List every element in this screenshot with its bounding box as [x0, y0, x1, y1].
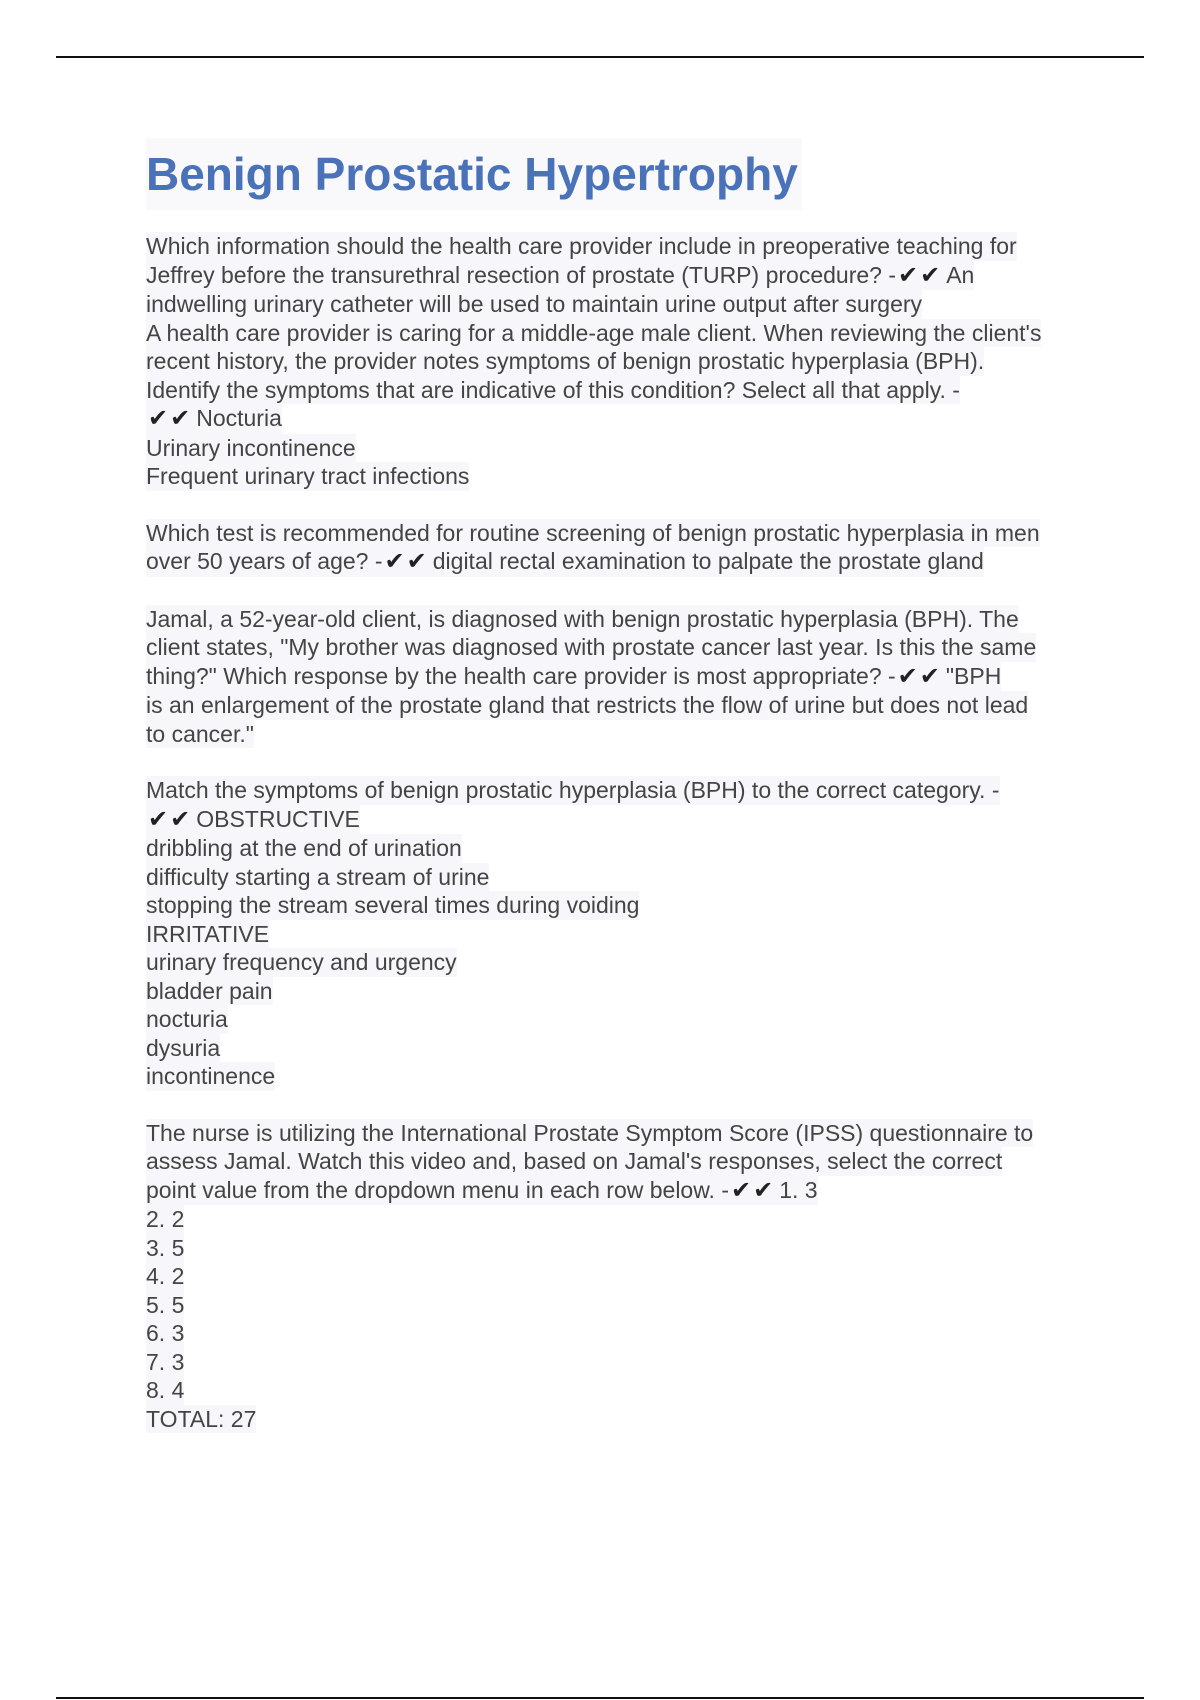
text-line: client states, "My brother was diagnosed with prostate cancer last year. Is this the same — [146, 634, 1037, 660]
text-line: TOTAL: 27 — [146, 1405, 257, 1432]
answer-text: digital rectal examination to palpate the prostate gland — [432, 548, 984, 574]
text-line: nocturia — [146, 1006, 228, 1032]
qa-block-screening — [146, 519, 1106, 577]
answer-text: Nocturia — [196, 405, 282, 431]
document-body — [146, 138, 1106, 1433]
text-line: Which test is recommended for routine screening of benign prostatic hyperplasia in men — [146, 519, 1040, 546]
text-line — [146, 1176, 818, 1206]
text-line — [146, 404, 282, 434]
text-line: recent history, the provider notes symptoms of benign prostatic hyperplasia (BPH). — [146, 348, 985, 374]
text-line: bladder pain — [146, 977, 273, 1004]
text-line: difficulty starting a stream of urine — [146, 863, 490, 890]
question-text: point value from the dropdown menu in each row below. - — [146, 1176, 729, 1203]
checkmark-icon: ✔✔ — [897, 261, 943, 289]
text-line: Urinary incontinence — [146, 434, 356, 461]
text-line: indwelling urinary catheter will be used to maintain urine output after surgery — [146, 291, 923, 317]
text-line — [146, 261, 974, 291]
text-line — [146, 662, 1001, 692]
question-text: thing?" Which response by the health care provider is most appropriate? - — [146, 662, 896, 689]
text-line: incontinence — [146, 1063, 276, 1089]
text-line: dysuria — [146, 1034, 221, 1061]
checkmark-icon: ✔✔ — [148, 805, 193, 833]
text-line — [146, 805, 360, 835]
text-line: is an enlargement of the prostate gland that restricts the flow of urine but does not lead — [146, 692, 1029, 718]
question-text: Jeffrey before the transurethral resection of prostate (TURP) procedure? - — [146, 261, 896, 288]
document-title: Benign Prostatic Hypertrophy — [146, 138, 802, 210]
text-line: urinary frequency and urgency — [146, 949, 457, 975]
qa-block-symptom-match — [146, 776, 1106, 1091]
checkmark-icon: ✔✔ — [148, 405, 193, 432]
text-line: Match the symptoms of benign prostatic hyperplasia (BPH) to the correct category. - — [146, 777, 1000, 803]
text-line: The nurse is utilizing the International Prostate Symptom Score (IPSS) questionnaire to — [146, 1119, 1034, 1146]
text-line: A health care provider is caring for a middle-age male client. When reviewing the client's — [146, 319, 1042, 346]
text-line: 6. 3 — [146, 1320, 185, 1346]
qa-block-ipss — [146, 1119, 1106, 1434]
text-line: IRRITATIVE — [146, 920, 270, 947]
text-line: 4. 2 — [146, 1263, 185, 1289]
text-line: Frequent urinary tract infections — [146, 463, 470, 489]
checkmark-icon: ✔✔ — [384, 548, 429, 575]
text-line: stopping the stream several times during voiding — [146, 892, 640, 918]
text-line: Which information should the health care provider include in preoperative teaching for — [146, 233, 1017, 259]
qa-block-turp — [146, 232, 1106, 491]
text-line: 3. 5 — [146, 1234, 185, 1261]
checkmark-icon: ✔✔ — [731, 1176, 776, 1204]
checkmark-icon: ✔✔ — [897, 662, 942, 690]
header-rule — [56, 56, 1144, 58]
text-line: to cancer." — [146, 720, 254, 747]
text-line: 7. 3 — [146, 1348, 185, 1375]
text-line: 5. 5 — [146, 1291, 185, 1318]
text-line — [146, 547, 984, 577]
text-line: assess Jamal. Watch this video and, based on Jamal's responses, select the correct — [146, 1148, 1003, 1174]
text-line: dribbling at the end of urination — [146, 835, 462, 861]
text-line: Identify the symptoms that are indicative of this condition? Select all that apply. - — [146, 376, 960, 403]
answer-text: An — [946, 261, 975, 288]
text-line: 8. 4 — [146, 1377, 185, 1403]
question-text: over 50 years of age? - — [146, 548, 383, 574]
text-line: Jamal, a 52-year-old client, is diagnosed with benign prostatic hyperplasia (BPH). The — [146, 605, 1019, 632]
qa-block-jamal-response — [146, 605, 1106, 749]
text-line: 2. 2 — [146, 1206, 185, 1232]
answer-text: 1. 3 — [779, 1176, 818, 1203]
footer-rule — [56, 1697, 1144, 1699]
answer-text: "BPH — [945, 662, 1002, 689]
answer-text: OBSTRUCTIVE — [196, 805, 360, 832]
